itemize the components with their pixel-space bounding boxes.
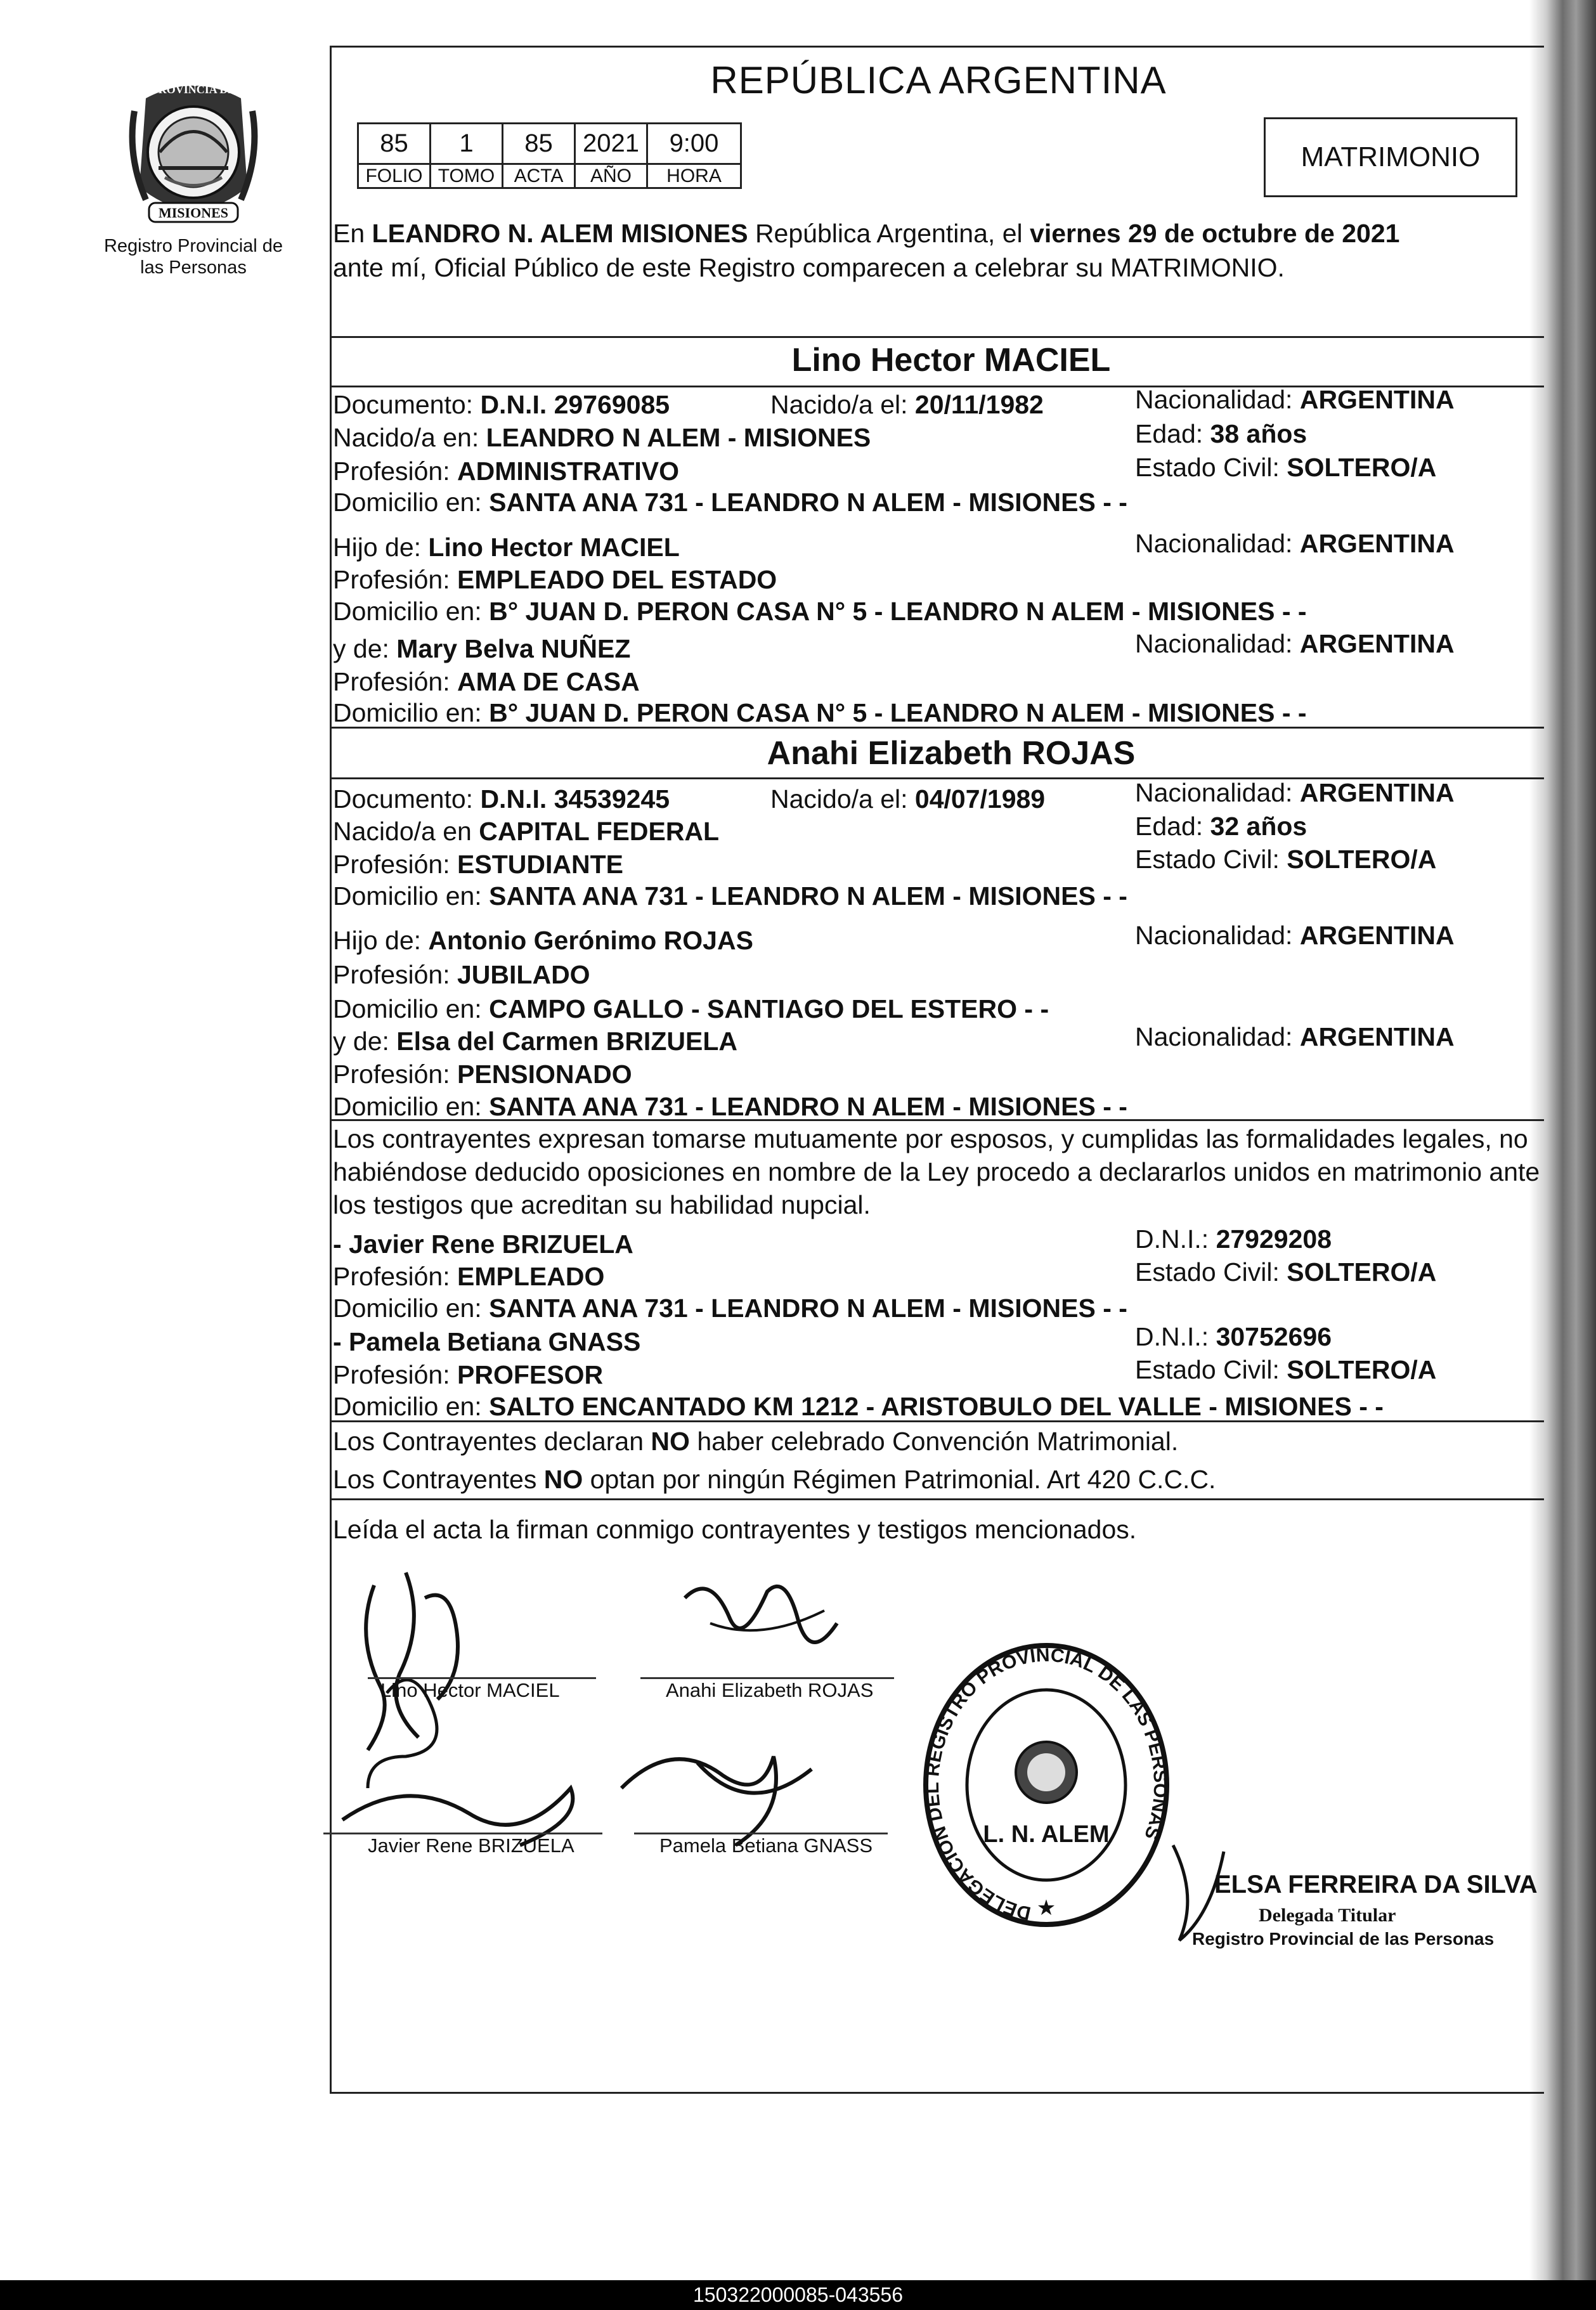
field-value: PENSIONADO: [457, 1060, 632, 1089]
field-value: ARGENTINA: [1299, 1022, 1455, 1051]
field-label: D.N.I.:: [1135, 1224, 1216, 1254]
tomo-label: TOMO: [431, 164, 503, 188]
spouse2-mother: [333, 1023, 737, 1059]
field-label: Domicilio en:: [333, 1392, 490, 1421]
spouse1-name: Lino Hector MACIEL: [791, 342, 1111, 379]
registry-name: Registro Provincial de las Personas: [103, 236, 283, 278]
field-value: 04/07/1989: [914, 784, 1046, 814]
field-label: Profesión:: [333, 850, 457, 879]
field-label: Profesión:: [333, 1060, 457, 1089]
field-label: Domicilio en:: [333, 597, 490, 626]
field-value: D.N.I. 29769085: [480, 390, 670, 419]
field-value: ADMINISTRATIVO: [457, 457, 680, 486]
spouse1-birthplace: [333, 420, 871, 455]
field-value: SOLTERO/A: [1287, 1355, 1437, 1384]
provincia-misiones-seal-icon: [120, 73, 266, 231]
field-value: ARGENTINA: [1299, 778, 1455, 807]
field-label: Domicilio en:: [333, 994, 490, 1023]
field-label: Domicilio en:: [333, 881, 490, 911]
spouse1-age: [1135, 416, 1307, 451]
record-type-box: MATRIMONIO: [1264, 117, 1517, 197]
logo-text-top: PROVINCIA DE: [151, 83, 236, 96]
field-value: 38 años: [1210, 419, 1307, 448]
stamp-ring-text: DELEGACION DEL REGISTRO PROVINCIAL DE LAS PERSONAS: [921, 1644, 1171, 1924]
spouse2-father-profession: [333, 957, 590, 992]
record-labels-row: [358, 164, 741, 188]
field-value: SOLTERO/A: [1287, 1257, 1437, 1287]
field-value: SANTA ANA 731 - LEANDRO N ALEM - MISIONES - -: [489, 488, 1127, 517]
field-label: Edad:: [1135, 419, 1210, 448]
official-title: Delegada Titular: [1259, 1905, 1396, 1926]
witness2-dni: [1135, 1319, 1332, 1354]
spouse1-mother-nationality: [1135, 626, 1455, 661]
declaration-line-1: Los contrayentes expresan tomarse mutuamente por esposos, y cumplidas las formalidades legales, no: [333, 1124, 1528, 1153]
spouse2-father-nationality: [1135, 918, 1455, 953]
closing-statement: Leída el acta la firman conmigo contrayentes y testigos mencionados.: [333, 1515, 1137, 1544]
spouse2-document: [333, 781, 670, 817]
witness2-civil-status: [1135, 1352, 1436, 1387]
field-value: B° JUAN D. PERON CASA N° 5 - LEANDRO N ALEM - MISIONES - -: [489, 698, 1307, 727]
field-label: Profesión:: [333, 457, 457, 486]
field-value: Lino Hector MACIEL: [428, 533, 680, 562]
field-label: Profesión:: [333, 565, 457, 594]
field-label: Estado Civil:: [1135, 1257, 1287, 1287]
field-label: Nacido/a en: [333, 817, 479, 846]
signature-label-spouse1: Lino Hector MACIEL: [380, 1679, 560, 1701]
field-value: JUBILADO: [457, 960, 590, 989]
spouse2-civil-status: [1135, 841, 1436, 877]
folio-label: FOLIO: [358, 164, 431, 188]
field-label: Nacido/a en:: [333, 423, 486, 452]
spouse1-nationality: [1135, 382, 1455, 417]
field-label: D.N.I.:: [1135, 1322, 1216, 1351]
field-value: SOLTERO/A: [1287, 845, 1437, 874]
field-value: CAMPO GALLO - SANTIAGO DEL ESTERO - -: [489, 994, 1049, 1023]
field-label: Estado Civil:: [1135, 1355, 1287, 1384]
witness2-name: - Pamela Betiana GNASS: [333, 1327, 641, 1356]
field-label: y de:: [333, 634, 397, 663]
spouse1-address: [333, 484, 1127, 520]
declaration-line-3: los testigos que acreditan su habilidad nupcial.: [333, 1190, 871, 1219]
statement-text: haber celebrado Convención Matrimonial.: [689, 1427, 1179, 1456]
section-divider: [330, 727, 1544, 729]
intro-text: República Argentina, el: [748, 219, 1030, 248]
tomo-value: 1: [431, 124, 503, 164]
witness2-address: [333, 1389, 1384, 1424]
official-stamp: [919, 1636, 1173, 1940]
acta-value: 85: [503, 124, 575, 164]
spouse2-father: [333, 923, 753, 958]
intro-line-2: ante mí, Oficial Público de este Registro comparecen a celebrar su MATRIMONIO.: [333, 253, 1285, 282]
spouse2-mother-nationality: [1135, 1019, 1455, 1054]
field-value: PROFESOR: [457, 1360, 604, 1389]
spouse1-father: [333, 529, 680, 565]
field-label: Nacionalidad:: [1135, 385, 1300, 414]
field-label: Documento:: [333, 390, 481, 419]
witness1-dni: [1135, 1221, 1332, 1257]
statement-emphasis: NO: [651, 1427, 690, 1456]
field-value: D.N.I. 34539245: [480, 784, 670, 814]
spouse2-mother-profession: [333, 1056, 632, 1092]
anio-value: 2021: [575, 124, 647, 164]
field-label: Nacionalidad:: [1135, 921, 1300, 950]
spouse1-birthdate: [770, 387, 1044, 422]
section-divider: [330, 1498, 1544, 1500]
official-office: Registro Provincial de las Personas: [1192, 1929, 1495, 1949]
footer-code-bar: 150322000085-043556: [0, 2280, 1596, 2310]
stamp-star-icon: ★: [1036, 1896, 1056, 1920]
spouse2-name: Anahi Elizabeth ROJAS: [767, 735, 1136, 772]
signature-label-spouse2: Anahi Elizabeth ROJAS: [666, 1679, 874, 1701]
field-label: Domicilio en:: [333, 488, 490, 517]
field-value: ARGENTINA: [1299, 921, 1455, 950]
field-label: y de:: [333, 1027, 397, 1056]
statement-text: Los Contrayentes: [333, 1465, 544, 1494]
official-name: ELSA FERREIRA DA SILVA: [1214, 1871, 1538, 1898]
intro-text: En: [333, 219, 372, 248]
ceremony-date: viernes 29 de octubre de 2021: [1030, 219, 1400, 248]
field-label: Domicilio en:: [333, 1294, 490, 1323]
witness1-name: - Javier Rene BRIZUELA: [333, 1230, 633, 1259]
field-value: Mary Belva NUÑEZ: [396, 634, 631, 663]
record-values-row: [358, 124, 741, 164]
witness1-profession: [333, 1259, 604, 1294]
field-value: SANTA ANA 731 - LEANDRO N ALEM - MISIONES - -: [489, 1092, 1127, 1121]
spouse2-address: [333, 878, 1127, 914]
spouse1-mother-address: [333, 695, 1307, 730]
intro-line-1: [333, 216, 1399, 251]
field-label: Nacionalidad:: [1135, 778, 1300, 807]
field-value: ARGENTINA: [1299, 529, 1455, 558]
spouse1-civil-status: [1135, 450, 1436, 485]
folio-value: 85: [358, 124, 431, 164]
section-divider: [330, 1420, 1544, 1422]
field-value: EMPLEADO DEL ESTADO: [457, 565, 777, 594]
field-label: Nacionalidad:: [1135, 529, 1300, 558]
spouse2-birthplace: [333, 814, 719, 849]
field-label: Domicilio en:: [333, 1092, 490, 1121]
field-value: AMA DE CASA: [457, 667, 640, 696]
field-value: ARGENTINA: [1299, 385, 1455, 414]
field-value: SALTO ENCANTADO KM 1212 - ARISTOBULO DEL VALLE - MISIONES - -: [489, 1392, 1384, 1421]
field-value: 27929208: [1216, 1224, 1332, 1254]
spouse2-nationality: [1135, 775, 1455, 810]
field-value: B° JUAN D. PERON CASA N° 5 - LEANDRO N ALEM - MISIONES - -: [489, 597, 1307, 626]
signature-label-witness2: Pamela Betiana GNASS: [659, 1834, 873, 1857]
spouse1-father-address: [333, 594, 1307, 629]
field-label: Hijo de:: [333, 926, 429, 955]
field-value: LEANDRO N ALEM - MISIONES: [486, 423, 871, 452]
field-label: Estado Civil:: [1135, 453, 1287, 482]
field-value: ESTUDIANTE: [457, 850, 623, 879]
spouse1-father-nationality: [1135, 526, 1455, 561]
field-value: ARGENTINA: [1299, 629, 1455, 658]
convention-statement: [333, 1424, 1178, 1459]
acta-label: ACTA: [503, 164, 575, 188]
stamp-center-text: L. N. ALEM: [983, 1821, 1110, 1848]
statement-text: Los Contrayentes declaran: [333, 1427, 651, 1456]
registry-logo: [95, 73, 292, 301]
section-divider: [330, 336, 1544, 338]
field-label: Estado Civil:: [1135, 845, 1287, 874]
spouse1-document: [333, 387, 670, 422]
country-title: REPÚBLICA ARGENTINA: [710, 59, 1167, 101]
field-value: EMPLEADO: [457, 1262, 605, 1291]
field-label: Edad:: [1135, 812, 1210, 841]
field-value: 30752696: [1216, 1322, 1332, 1351]
declaration-line-2: habiéndose deducido oposiciones en nombre de la Ley procedo a declararlos unidos en matrimonio ante: [333, 1157, 1540, 1186]
witness1-address: [333, 1290, 1127, 1326]
field-value: SANTA ANA 731 - LEANDRO N ALEM - MISIONES - -: [489, 1294, 1127, 1323]
field-label: Documento:: [333, 784, 481, 814]
field-label: Nacido/a el:: [770, 784, 915, 814]
field-value: Elsa del Carmen BRIZUELA: [396, 1027, 737, 1056]
spouse1-mother-profession: [333, 664, 640, 699]
anio-label: AÑO: [575, 164, 647, 188]
hora-value: 9:00: [647, 124, 741, 164]
field-value: 20/11/1982: [914, 390, 1044, 419]
spouse2-birthdate: [770, 781, 1045, 817]
field-label: Profesión:: [333, 960, 457, 989]
field-label: Domicilio en:: [333, 698, 490, 727]
statement-emphasis: NO: [543, 1465, 583, 1494]
field-label: Nacionalidad:: [1135, 1022, 1300, 1051]
field-label: Profesión:: [333, 667, 457, 696]
statement-text: optan por ningún Régimen Patrimonial. Art 420 C.C.C.: [583, 1465, 1216, 1494]
spouse2-age: [1135, 808, 1307, 844]
field-label: Nacionalidad:: [1135, 629, 1300, 658]
hora-label: HORA: [647, 164, 741, 188]
spouse1-father-profession: [333, 562, 777, 597]
field-label: Profesión:: [333, 1262, 457, 1291]
field-label: Hijo de:: [333, 533, 429, 562]
field-value: CAPITAL FEDERAL: [479, 817, 720, 846]
witness1-civil-status: [1135, 1254, 1436, 1290]
spouse1-mother: [333, 631, 630, 666]
record-table: [357, 122, 742, 189]
logo-text-bottom: MISIONES: [158, 205, 229, 221]
field-label: Profesión:: [333, 1360, 457, 1389]
spouse2-father-address: [333, 991, 1049, 1027]
spouse1-profession: [333, 453, 679, 489]
signature-label-witness1: Javier Rene BRIZUELA: [368, 1834, 574, 1857]
spouse2-profession: [333, 847, 623, 882]
field-label: Nacido/a el:: [770, 390, 915, 419]
field-value: Antonio Gerónimo ROJAS: [428, 926, 753, 955]
regime-statement: [333, 1462, 1216, 1497]
field-value: SANTA ANA 731 - LEANDRO N ALEM - MISIONES - -: [489, 881, 1127, 911]
witness2-profession: [333, 1357, 603, 1392]
ceremony-place: LEANDRO N. ALEM MISIONES: [372, 219, 748, 248]
field-value: 32 años: [1210, 812, 1307, 841]
field-value: SOLTERO/A: [1287, 453, 1437, 482]
